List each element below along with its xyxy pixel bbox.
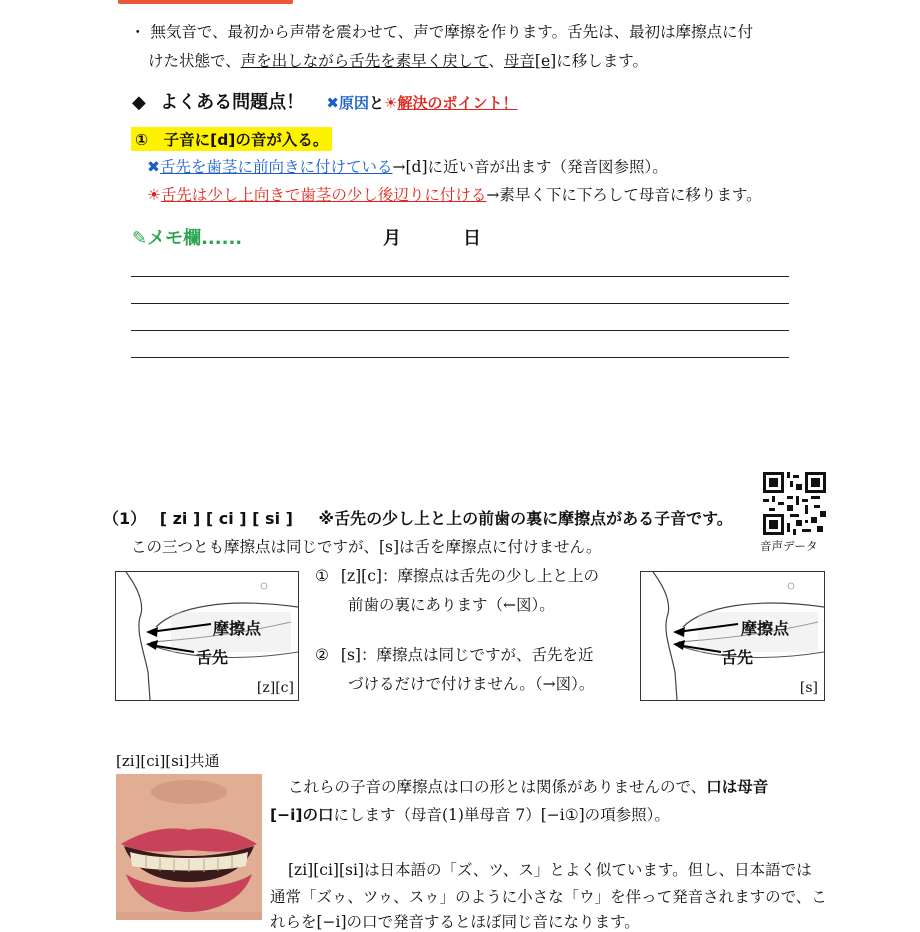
point-2: [315, 641, 594, 699]
top-bullet-line1: ・ 無気音で、最初から声帯を震わせて、声で摩擦を作ります。舌先は、最初は摩擦点に付: [130, 23, 754, 41]
mouth-photo: [116, 774, 262, 920]
mouth-photo-graphic: [116, 774, 262, 920]
memo-line-1: [131, 276, 789, 277]
photo-caption: [zi][ci][si]共通: [116, 752, 220, 770]
bold-segment: 口は母音: [706, 778, 769, 796]
memo-month: 月: [383, 228, 401, 249]
point-number: ②: [315, 646, 329, 664]
solution-title: 解決のポイント！: [397, 94, 518, 112]
solution-result: →素早く下に下ろして母音に移ります。: [486, 186, 762, 204]
connector: と: [369, 94, 385, 112]
diagram-left: [115, 571, 299, 701]
underlined-segment: 母音[e]: [503, 52, 557, 70]
point-text: [s]：摩擦点は同じですが、舌先を近: [340, 646, 594, 664]
body-para2-line3: れらを[−i]の口で発音するとほぼ同じ音になります。: [270, 913, 640, 931]
diamond-icon: ◆: [132, 92, 146, 113]
cut-heading-fragment: [118, 0, 293, 4]
problems-title: よくある問題点！: [160, 92, 305, 113]
point-text: [z][c]：摩擦点は舌先の少し上と上の: [340, 567, 599, 585]
memo-line-2: [131, 303, 789, 304]
cross-icon: ✖: [326, 94, 339, 112]
top-bullet-line2: [148, 49, 648, 71]
diagram-tag: [s]: [799, 680, 818, 696]
cause-text: 舌先を歯茎に前向きに付けている: [160, 158, 393, 176]
tongue-tip-label: 舌先: [721, 648, 754, 667]
friction-point-label: 摩擦点: [741, 619, 790, 638]
section-note: ※舌先の少し上と上の前歯の裏に摩擦点がある子音です。: [318, 509, 733, 528]
memo-line-4: [131, 357, 789, 358]
sun-icon: ☀: [384, 94, 398, 112]
memo-line-3: [131, 330, 789, 331]
point-text-cont: づけるだけで付けません。（→図）。: [348, 675, 595, 693]
diagram-right: [640, 571, 825, 701]
text-segment: にします（母音(1)単母音 7）[−i①]の項参照）。: [333, 806, 670, 824]
cause-result: →[d]に近い音が出ます（発音図参照）。: [392, 158, 668, 176]
body-para1-line1: [288, 775, 768, 797]
diagram-tag: [z][c]: [256, 680, 294, 696]
tongue-tip-label: 舌先: [196, 648, 229, 667]
section-sounds: [ zi ] [ ci ] [ si ]: [159, 509, 293, 528]
item1-cause: [147, 155, 668, 177]
qr-caption: 音声データ: [760, 539, 818, 553]
text-segment: これらの子音の摩擦点は口の形とは関係がありませんので、: [288, 778, 707, 796]
pencil-icon: ✎: [132, 228, 148, 249]
item1-solution: [147, 183, 762, 205]
memo-label: [132, 224, 242, 250]
qr-code-icon[interactable]: [763, 472, 826, 535]
text-segment: 、: [488, 52, 504, 70]
qr-code-graphic: [763, 472, 826, 535]
mouth-diagram-right: [641, 572, 824, 700]
point-text-cont: 前歯の裏にあります（←図）。: [348, 596, 555, 614]
sun-icon: ☀: [147, 186, 161, 204]
body-para1-line2: [270, 803, 670, 825]
friction-point-label: 摩擦点: [213, 619, 262, 638]
body-para2-line2: 通常「ズゥ、ツゥ、スゥ」のように小さな「ウ」を伴って発音されますので、こ: [270, 888, 827, 906]
point-1: [315, 562, 599, 620]
body-para2-line1: [zi][ci][si]は日本語の「ズ、ツ、ス」とよく似ています。但し、日本語では: [288, 861, 812, 879]
memo-day: 日: [463, 228, 481, 249]
section-intro: この三つとも摩擦点は同じですが、[s]は舌を摩擦点に付けません。: [131, 538, 602, 556]
bold-segment: [−i]の口: [270, 806, 334, 824]
point-number: ①: [315, 567, 329, 585]
cause-word: 原因: [338, 94, 369, 112]
text-segment: けた状態で、: [148, 52, 241, 70]
section-number: （1）: [103, 509, 147, 528]
underlined-segment: 声を出しながら舌先を素早く戻して: [240, 52, 489, 70]
item1-title: ① 子音に[d]の音が入る。: [131, 127, 332, 151]
solution-text: 舌先は少し上向きで歯茎の少し後辺りに付ける: [160, 186, 487, 204]
section-header: [103, 506, 733, 529]
memo-title: メモ欄......: [147, 228, 243, 249]
cross-icon: ✖: [147, 158, 160, 176]
problems-heading: [132, 88, 517, 114]
text-segment: に移します。: [556, 52, 648, 70]
